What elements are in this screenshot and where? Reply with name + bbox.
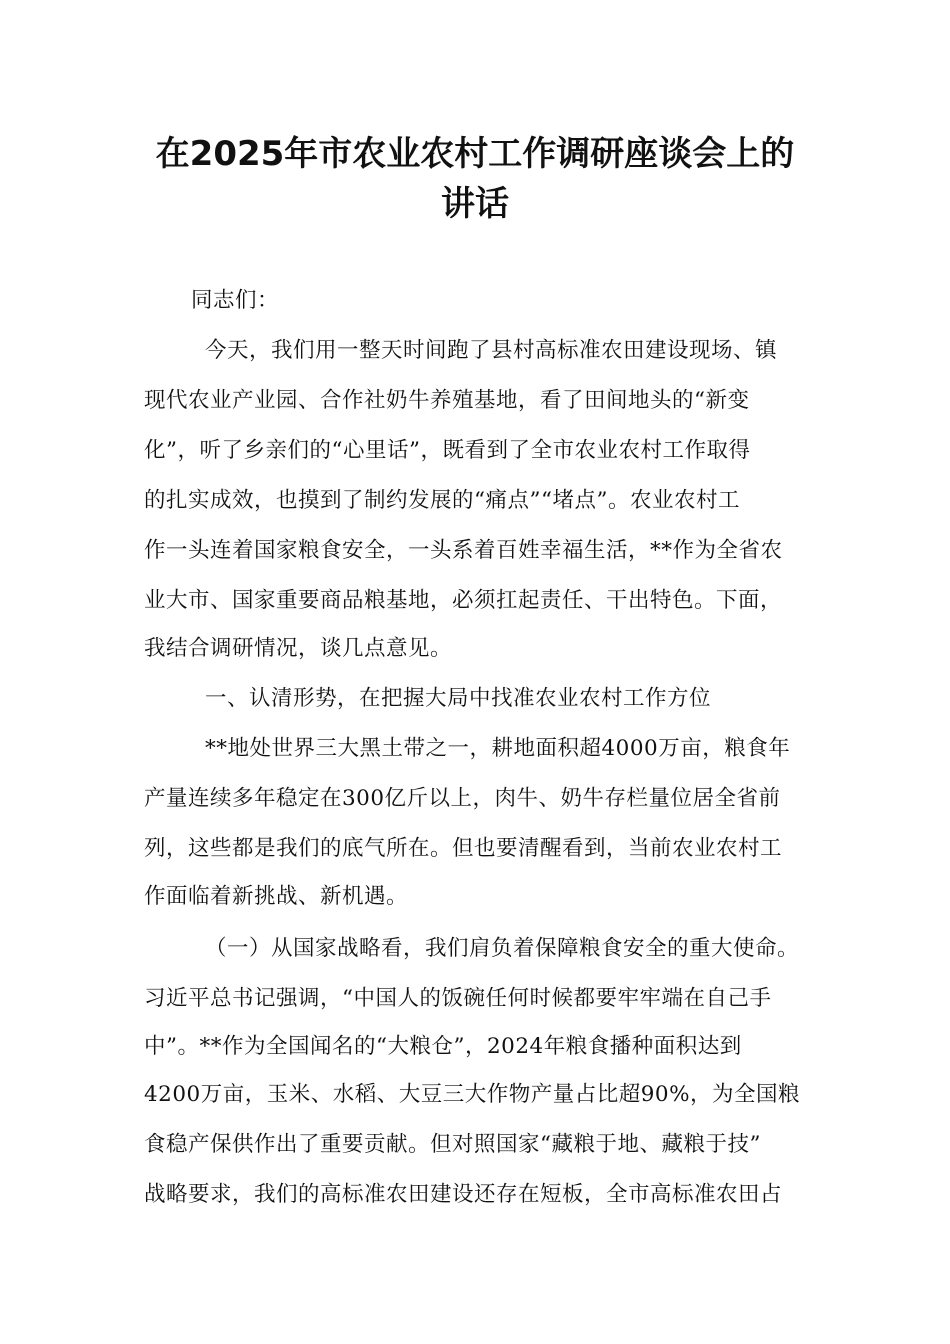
section-heading: 一、认清形势，在把握大局中找准农业农村工作方位 bbox=[205, 686, 712, 711]
body-line: 的扎实成效，也摸到了制约发展的“痛点”“堵点”。农业农村工 bbox=[144, 488, 740, 513]
body-line: 今天，我们用一整天时间跑了县村高标准农田建设现场、镇 bbox=[205, 338, 778, 363]
subsection-heading: （一）从国家战略看，我们肩负着保障粮食安全的重大使命。 bbox=[205, 936, 800, 961]
body-line: 列，这些都是我们的底气所在。但也要清醒看到，当前农业农村工 bbox=[144, 836, 783, 861]
body-line: 现代农业产业园、合作社奶牛养殖基地，看了田间地头的“新变 bbox=[144, 388, 750, 413]
body-line: 业大市、国家重要商品粮基地，必须扛起责任、干出特色。下面， bbox=[144, 588, 783, 613]
body-line: 中”。**作为全国闻名的“大粮仓”，2024年粮食播种面积达到 bbox=[144, 1034, 742, 1059]
body-line: 作一头连着国家粮食安全，一头系着百姓幸福生活，**作为全省农 bbox=[144, 538, 783, 563]
body-line: 4200万亩，玉米、水稻、大豆三大作物产量占比超90%，为全国粮 bbox=[144, 1082, 801, 1107]
body-line: 我结合调研情况，谈几点意见。 bbox=[144, 636, 453, 661]
body-line: 产量连续多年稳定在300亿斤以上，肉牛、奶牛存栏量位居全省前 bbox=[144, 786, 781, 811]
body-line: 习近平总书记强调，“中国人的饭碗任何时候都要牢牢端在自己手 bbox=[144, 986, 772, 1011]
body-line: 作面临着新挑战、新机遇。 bbox=[144, 884, 409, 909]
body-line: 战略要求，我们的高标准农田建设还存在短板，全市高标准农田占 bbox=[144, 1182, 783, 1207]
document-title-line1: 在2025年市农业农村工作调研座谈会上的 bbox=[155, 134, 795, 174]
document-title-line2: 讲话 bbox=[441, 184, 509, 224]
body-line: 食稳产保供作出了重要贡献。但对照国家“藏粮于地、藏粮于技” bbox=[144, 1132, 761, 1157]
salutation: 同志们： bbox=[191, 288, 280, 313]
body-line: **地处世界三大黑土带之一，耕地面积超4000万亩，粮食年 bbox=[205, 736, 791, 761]
body-line: 化”，听了乡亲们的“心里话”，既看到了全市农业农村工作取得 bbox=[144, 438, 751, 463]
